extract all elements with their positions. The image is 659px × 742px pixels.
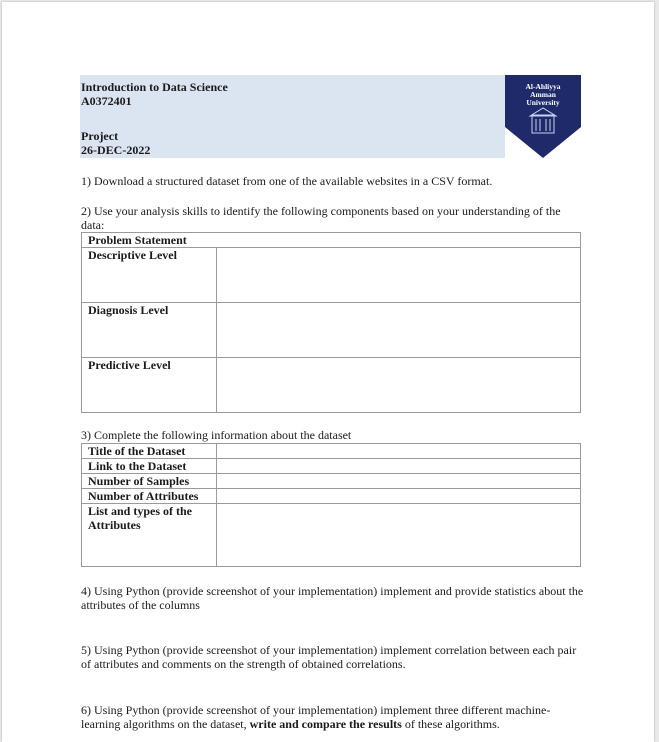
descriptive-level-label: Descriptive Level	[82, 248, 217, 303]
table-row	[82, 474, 581, 489]
dataset-link-cell[interactable]	[217, 459, 581, 474]
course-code: A0372401	[81, 94, 132, 108]
dataset-info-table	[81, 443, 581, 567]
question-6-text-end: of these algorithms.	[404, 716, 500, 731]
document-date: 26-DEC-2022	[81, 143, 151, 157]
table-row	[82, 489, 581, 504]
question-1: 1) Download a structured dataset from one of the available websites in a CSV format.	[81, 174, 493, 188]
table-row	[82, 248, 581, 303]
table-row	[82, 504, 581, 567]
logo-text-line2: Amman	[530, 90, 556, 99]
dataset-title-cell[interactable]	[217, 444, 581, 459]
table-row	[82, 358, 581, 413]
attributes-list-label: List and types of the Attributes	[82, 504, 217, 567]
attributes-count-cell[interactable]	[217, 489, 581, 504]
table-row	[82, 303, 581, 358]
question-5: 5) Using Python (provide screenshot of your implementation) implement correlation between each pair of attributes and comments on the strength of obtained correlations.	[81, 643, 577, 671]
predictive-level-cell[interactable]	[217, 358, 581, 413]
question-4: 4) Using Python (provide screenshot of your implementation) implement and provide statistics about the attributes of the columns	[81, 584, 584, 612]
dataset-link-label: Link to the Dataset	[82, 459, 217, 474]
question-2: 2) Use your analysis skills to identify the following components based on your understanding of the data:	[81, 204, 561, 232]
table-row	[82, 444, 581, 459]
question-6	[81, 704, 586, 731]
samples-count-cell[interactable]	[217, 474, 581, 489]
university-logo	[505, 75, 581, 158]
attributes-list-cell[interactable]	[217, 504, 581, 567]
diagnosis-level-label: Diagnosis Level	[82, 303, 217, 358]
logo-text-line3: University	[526, 98, 560, 107]
samples-count-label: Number of Samples	[82, 474, 217, 489]
predictive-level-label: Predictive Level	[82, 358, 217, 413]
components-table	[81, 232, 581, 413]
course-title: Introduction to Data Science	[81, 80, 228, 94]
question-6-text: 6) Using Python (provide screenshot of your implementation) implement three different machine-learning algorithms on the dataset,	[81, 703, 551, 731]
document-type: Project	[81, 129, 119, 143]
dataset-title-label: Title of the Dataset	[82, 444, 217, 459]
logo-text-line1: Al-Ahliyya	[525, 82, 561, 91]
diagnosis-level-cell[interactable]	[217, 303, 581, 358]
question-3: 3) Complete the following information about the dataset	[81, 428, 352, 442]
table-row	[82, 459, 581, 474]
descriptive-level-cell[interactable]	[217, 248, 581, 303]
attributes-count-label: Number of Attributes	[82, 489, 217, 504]
question-6-emphasis: write and compare the results	[249, 716, 402, 731]
table-row	[82, 233, 581, 248]
problem-statement-label: Problem Statement	[82, 233, 581, 248]
